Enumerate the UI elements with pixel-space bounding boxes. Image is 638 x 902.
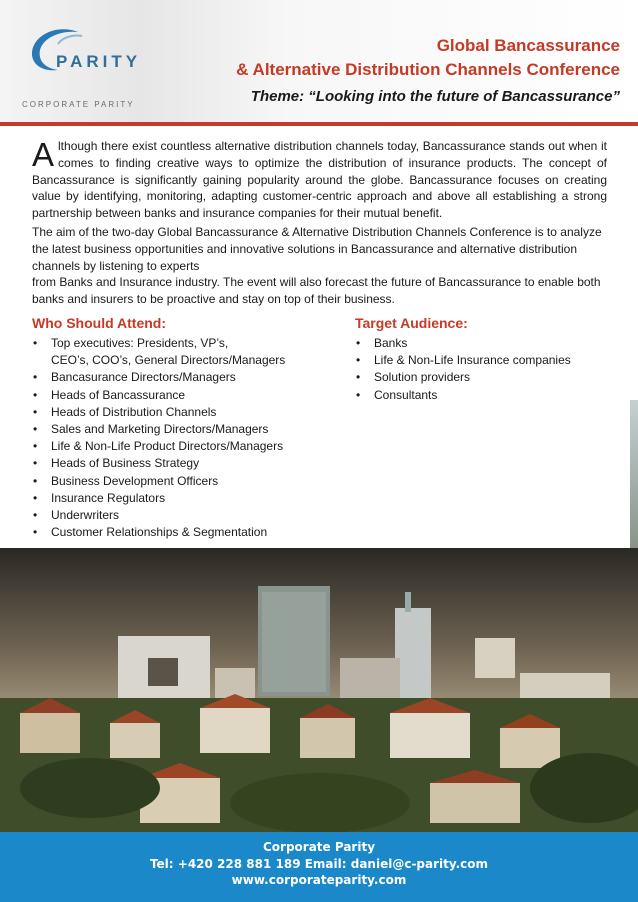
list-item: • Heads of Distribution Channels [32,404,332,421]
list-item: • Consultants [355,387,615,404]
title-line-2: & Alternative Distribution Channels Conference [236,60,620,79]
logo-subtitle: CORPORATE PARITY [22,100,135,109]
side-photo-strip [630,400,638,550]
skyline-illustration [0,548,638,832]
aim-text-2: from Banks and Insurance industry. The event will also forecast the future of Bancassurance to enable both banks and insurers to be proactive and stay on top of their business. [32,275,601,307]
conference-title [236,34,620,110]
list-item: CEO’s, COO’s, General Directors/Managers [51,353,286,368]
who-should-attend-section [32,315,332,541]
logo-wordmark: PARITY [56,52,142,71]
list-item: • Banks [355,335,615,352]
intro-paragraph [32,138,607,222]
list-item: • Top executives: Presidents, VP’s, [32,335,332,352]
list-item: • Life & Non-Life Insurance companies [355,352,615,369]
footer-contact [0,832,638,902]
list-item: • Underwriters [32,507,332,524]
list-item: • Bancasurance Directors/Managers [32,369,332,386]
aim-paragraph [32,224,607,308]
footer-contact-line[interactable]: Tel: +420 228 881 189 Email: daniel@c-parity.com [149,856,489,871]
title-line-1: Global Bancassurance [436,36,620,55]
target-audience-title: Target Audience: [355,315,468,331]
list-item: • Heads of Business Strategy [32,455,332,472]
list-item: • Life & Non-Life Product Directors/Managers [32,438,332,455]
who-should-attend-list [32,335,332,541]
intro-text: lthough there exist countless alternative distribution channels today, Bancassurance stands out when it comes to finding creative ways to optimize the distribution of insurance products. The concept of Bancassurance is significantly gaining popularity around the globe. Bancassurance focuses on creating value by identifying, monitoring, adapting customer-centric approach and above all establishing a strong partnership between banks and insurance companies for their mutual benefit. [32,139,607,221]
theme-line: Theme: “Looking into the future of Bancassurance” [250,88,620,105]
footer-website-link[interactable]: www.corporateparity.com [231,873,407,887]
target-audience-section [355,315,615,404]
city-skyline-photo [0,548,638,832]
list-item: • Solution providers [355,369,615,386]
header-divider [0,122,638,126]
aim-text-1: The aim of the two-day Global Bancassurance & Alternative Distribution Channels Conference is to analyze the latest business opportunities and innovative solutions in Bancassurance and alternative distribution channels by listening to experts [32,225,602,273]
parity-logo [20,18,170,109]
drop-cap: A [32,136,55,173]
footer-company: Corporate Parity [262,840,376,854]
list-item: • Insurance Regulators [32,490,332,507]
header-banner [0,0,638,124]
list-item: • Business Development Officers [32,473,332,490]
list-item: • Heads of Bancassurance [32,387,332,404]
list-item: • Customer Relationships & Segmentation [32,524,332,541]
who-should-attend-title: Who Should Attend: [32,315,166,331]
target-audience-list [355,335,615,404]
list-item: • Sales and Marketing Directors/Managers [32,421,332,438]
